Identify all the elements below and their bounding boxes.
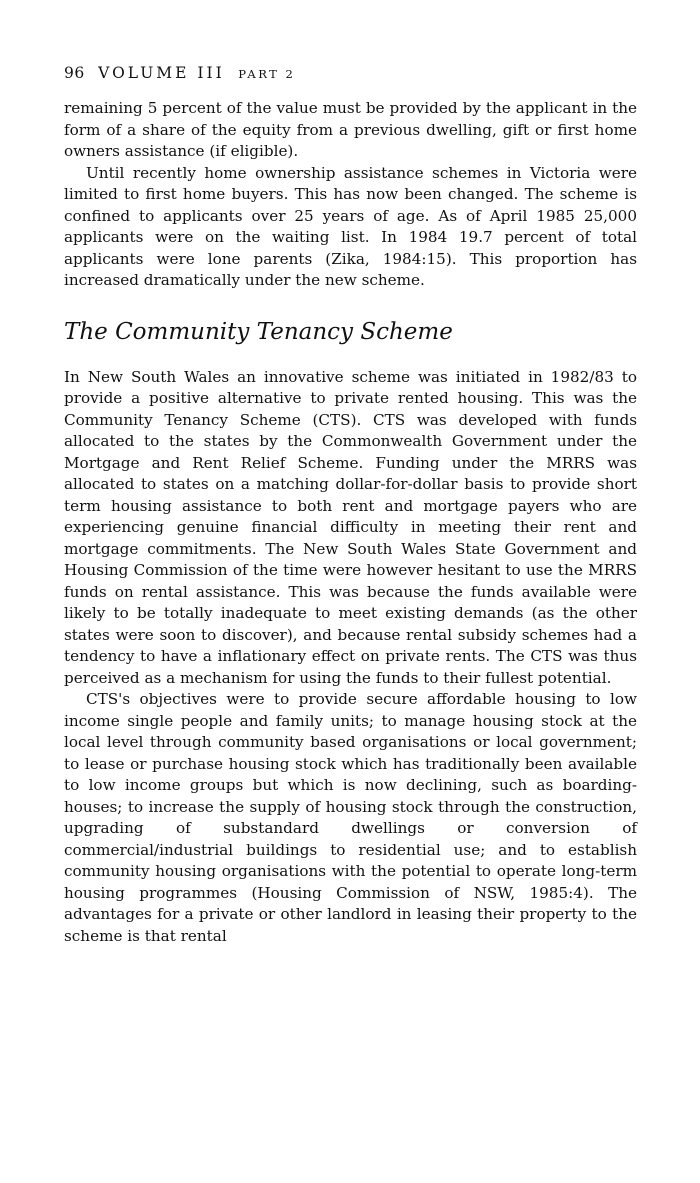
part-label: PART 2: [238, 67, 296, 81]
page-number: 96: [64, 64, 85, 82]
paragraph-victoria-schemes: Until recently home ownership assistance schemes in Victoria were limited to first home buyers. This has now been changed. The scheme is confined to applicants over 25 years of age. As of April 1985 25,000 applicants were on the waiting list. In 1984 19.7 percent of total applicants were lone parents (Zika, 1984:15). This proportion has increased dramatically under the new scheme.: [64, 163, 637, 289]
section-heading: The Community Tenancy Scheme: [64, 318, 453, 345]
paragraph-cts-intro: In New South Wales an innovative scheme was initiated in 1982/83 to provide a positive alternative to private rented housing. This was the Community Tenancy Scheme (CTS). CTS was developed with funds allocated to the states by the Commonwealth Government under the Mortgage and Rent Relief Scheme. Funding under the MRRS was allocated to states on a matching dollar-for-dollar basis to provide short term housing assistance to both rent and mortgage payers who are experiencing genuine financial difficulty in meeting their rent and mortgage commitments. The New South Wales State Government and Housing Commission of the time were however hesitant to use the MRRS funds on rental assistance. This was because the funds available were likely to be totally inadequate to meet existing demands (as the other states were soon to discover), and because rental subsidy schemes had a tendency to have a inflationary effect on private rents. The CTS was thus perceived as a mechanism for using the funds to their fullest potential.: [64, 367, 637, 687]
paragraph-cts-objectives: CTS's objectives were to provide secure affordable housing to low income single people and family units; to manage housing stock at the local level through community based organisations or local government; to lease or purchase housing stock which has traditionally been available to low income groups but which is now declining, such as boarding-houses; to increase the supply of housing stock through the construction, upgrading of substandard dwellings or conversion of commercial/industrial buildings to residential use; and to establish community housing organisations with the potential to operate long-term housing programmes (Housing Commission of NSW, 1985:4). The advantages for a private or other landlord in leasing their property to the scheme is that rental: [64, 690, 637, 945]
book-page: [64, 62, 637, 947]
running-head: [64, 62, 637, 85]
volume-label: VOLUME III: [98, 64, 225, 82]
paragraph-continued: remaining 5 percent of the value must be provided by the applicant in the form of a share of the equity from a previous dwelling, gift or first home owners assistance (if eligible).: [64, 99, 637, 160]
